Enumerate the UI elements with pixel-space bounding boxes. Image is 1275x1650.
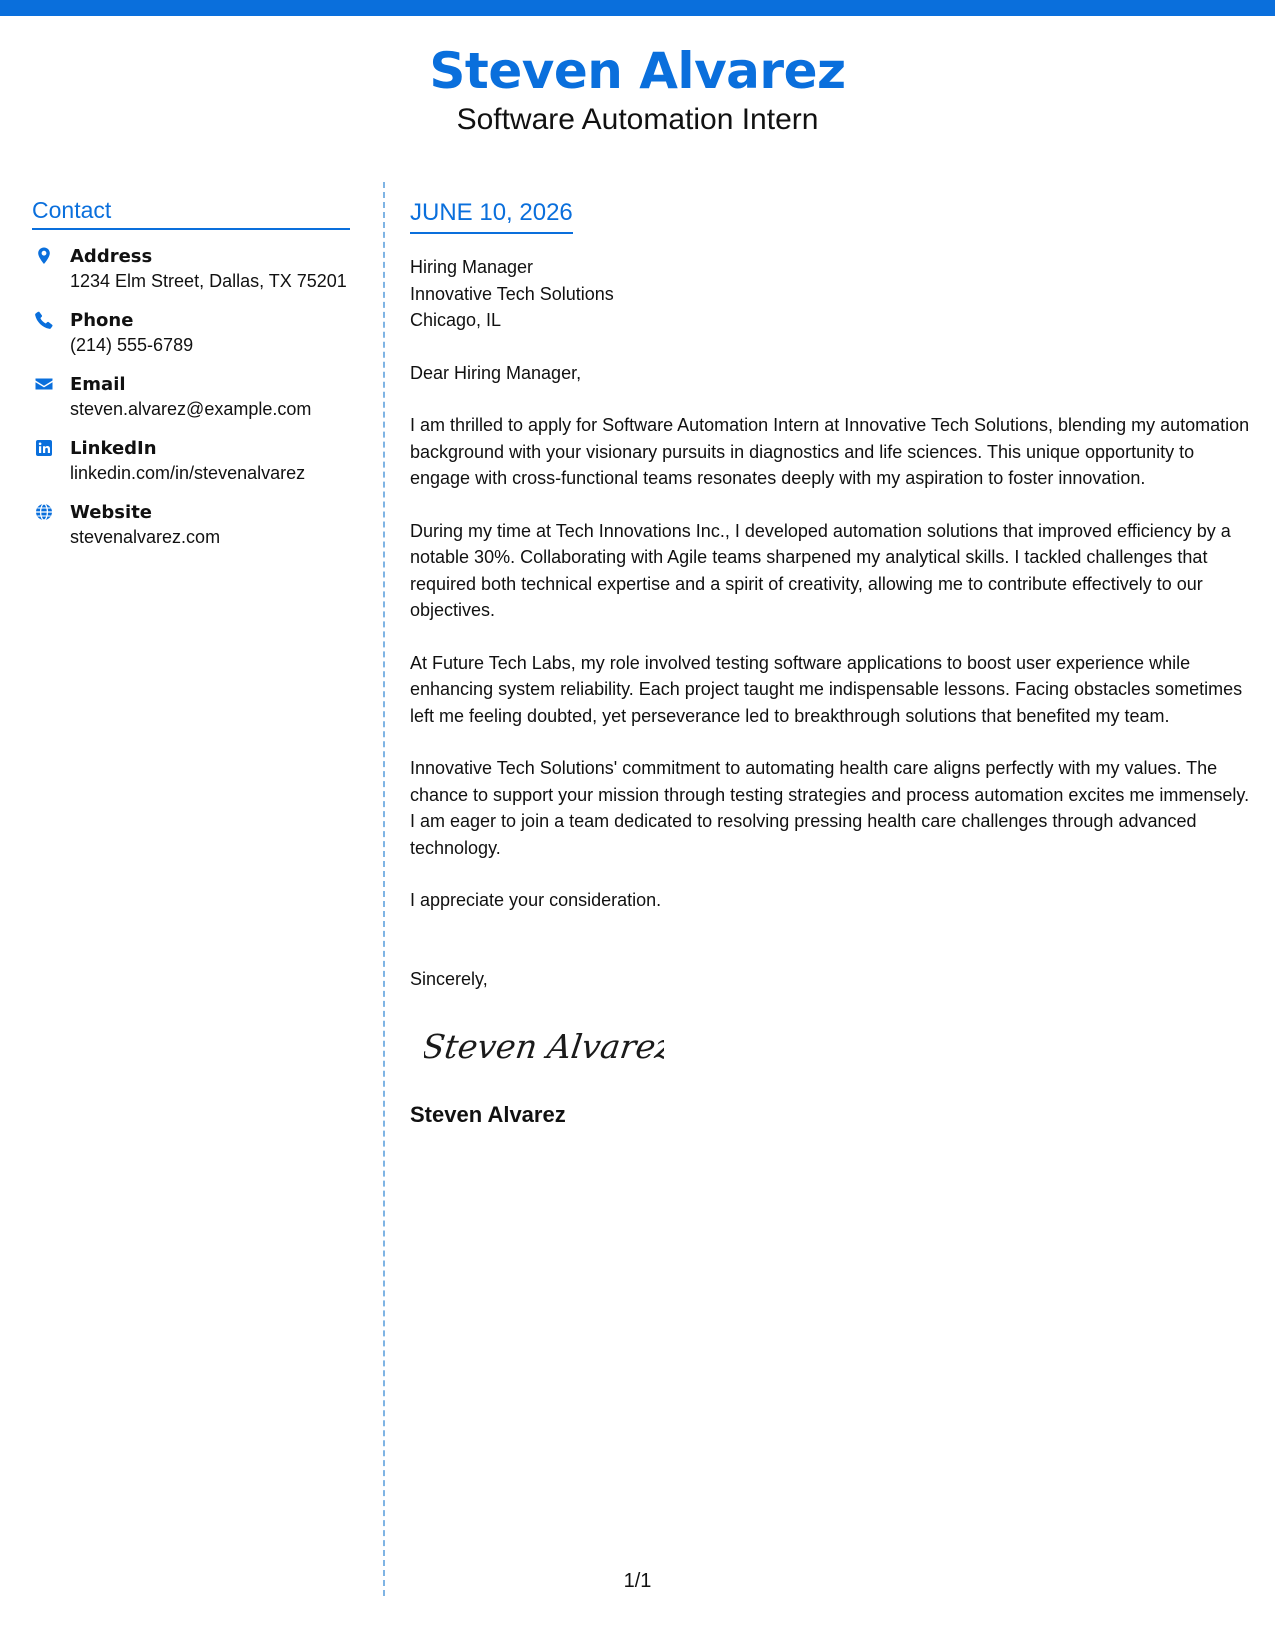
applicant-name: Steven Alvarez: [429, 42, 846, 100]
map-pin-icon: [34, 246, 54, 266]
phone-icon: [34, 310, 54, 330]
handwritten-signature: [424, 1020, 664, 1074]
contact-label-address: Address: [70, 246, 153, 267]
recipient-line: Hiring Manager: [410, 257, 534, 277]
contact-label-phone: Phone: [70, 310, 134, 331]
signature-text: Steven Alvarez: [424, 1027, 664, 1066]
envelope-icon: [34, 374, 54, 394]
body-paragraph: At Future Tech Labs, my role involved testing software applications to boost user experience while enhancing system reliability. Each project taught me indispensable lessons. Facing obstacles sometimes left me feeling doubted, yet perseverance led to breakthrough solutions that benefited my team.: [410, 652, 1243, 726]
letter-body: [410, 196, 1255, 1130]
signer-name: Steven Alvarez: [410, 1101, 566, 1127]
contact-phone: [32, 308, 350, 358]
recipient-line: Chicago, IL: [410, 310, 502, 330]
contact-value-website: stevenalvarez.com: [70, 527, 221, 547]
contact-label-linkedin: LinkedIn: [70, 438, 157, 459]
contact-label-website: Website: [70, 502, 153, 523]
linkedin-icon: [34, 438, 54, 458]
closing: Sincerely,: [410, 968, 488, 989]
body-paragraph: Innovative Tech Solutions' commitment to automating health care aligns perfectly with my values. The chance to support your mission through testing strategies and process automation excites me immensely. I am eager to join a team dedicated to resolving pressing health care challenges through advanced technology.: [410, 758, 1250, 858]
contact-sidebar: [32, 196, 350, 564]
contact-value-email: steven.alvarez@example.com: [70, 399, 312, 419]
body-paragraph: I am thrilled to apply for Software Automation Intern at Innovative Tech Solutions, blending my automation background with your visionary pursuits in diagnostics and life sciences. This unique opportunity to engage with cross-functional teams resonates deeply with my aspiration to foster innovation.: [410, 415, 1250, 488]
recipient-line: Innovative Tech Solutions: [410, 283, 614, 304]
contact-value-address: 1234 Elm Street, Dallas, TX 75201: [70, 271, 347, 291]
contact-label-email: Email: [70, 374, 126, 395]
contact-value-linkedin: linkedin.com/in/stevenalvarez: [70, 463, 306, 483]
letter-date: JUNE 10, 2026: [410, 196, 573, 234]
body-paragraph: I appreciate your consideration.: [410, 890, 662, 910]
page-number: 1/1: [623, 1570, 652, 1592]
contact-linkedin: [32, 436, 350, 486]
salutation: Dear Hiring Manager,: [410, 362, 582, 383]
column-divider: [383, 182, 385, 1596]
top-accent-bar: [0, 0, 1275, 16]
letter-header: [0, 40, 1275, 138]
recipient-block: [410, 254, 1255, 334]
globe-icon: [34, 502, 54, 522]
contact-email: [32, 372, 350, 422]
job-title: Software Automation Intern: [456, 103, 819, 136]
contact-heading: Contact: [32, 196, 350, 230]
contact-address: [32, 244, 350, 294]
contact-value-phone: (214) 555-6789: [70, 335, 194, 355]
body-paragraph: During my time at Tech Innovations Inc., I developed automation solutions that improved efficiency by a notable 30%. Collaborating with Agile teams sharpened my analytical skills. I tackled challenges that required both technical expertise and a spirit of creativity, allowing me to contribute effectively to our objectives.: [410, 520, 1231, 620]
contact-website: [32, 500, 350, 550]
